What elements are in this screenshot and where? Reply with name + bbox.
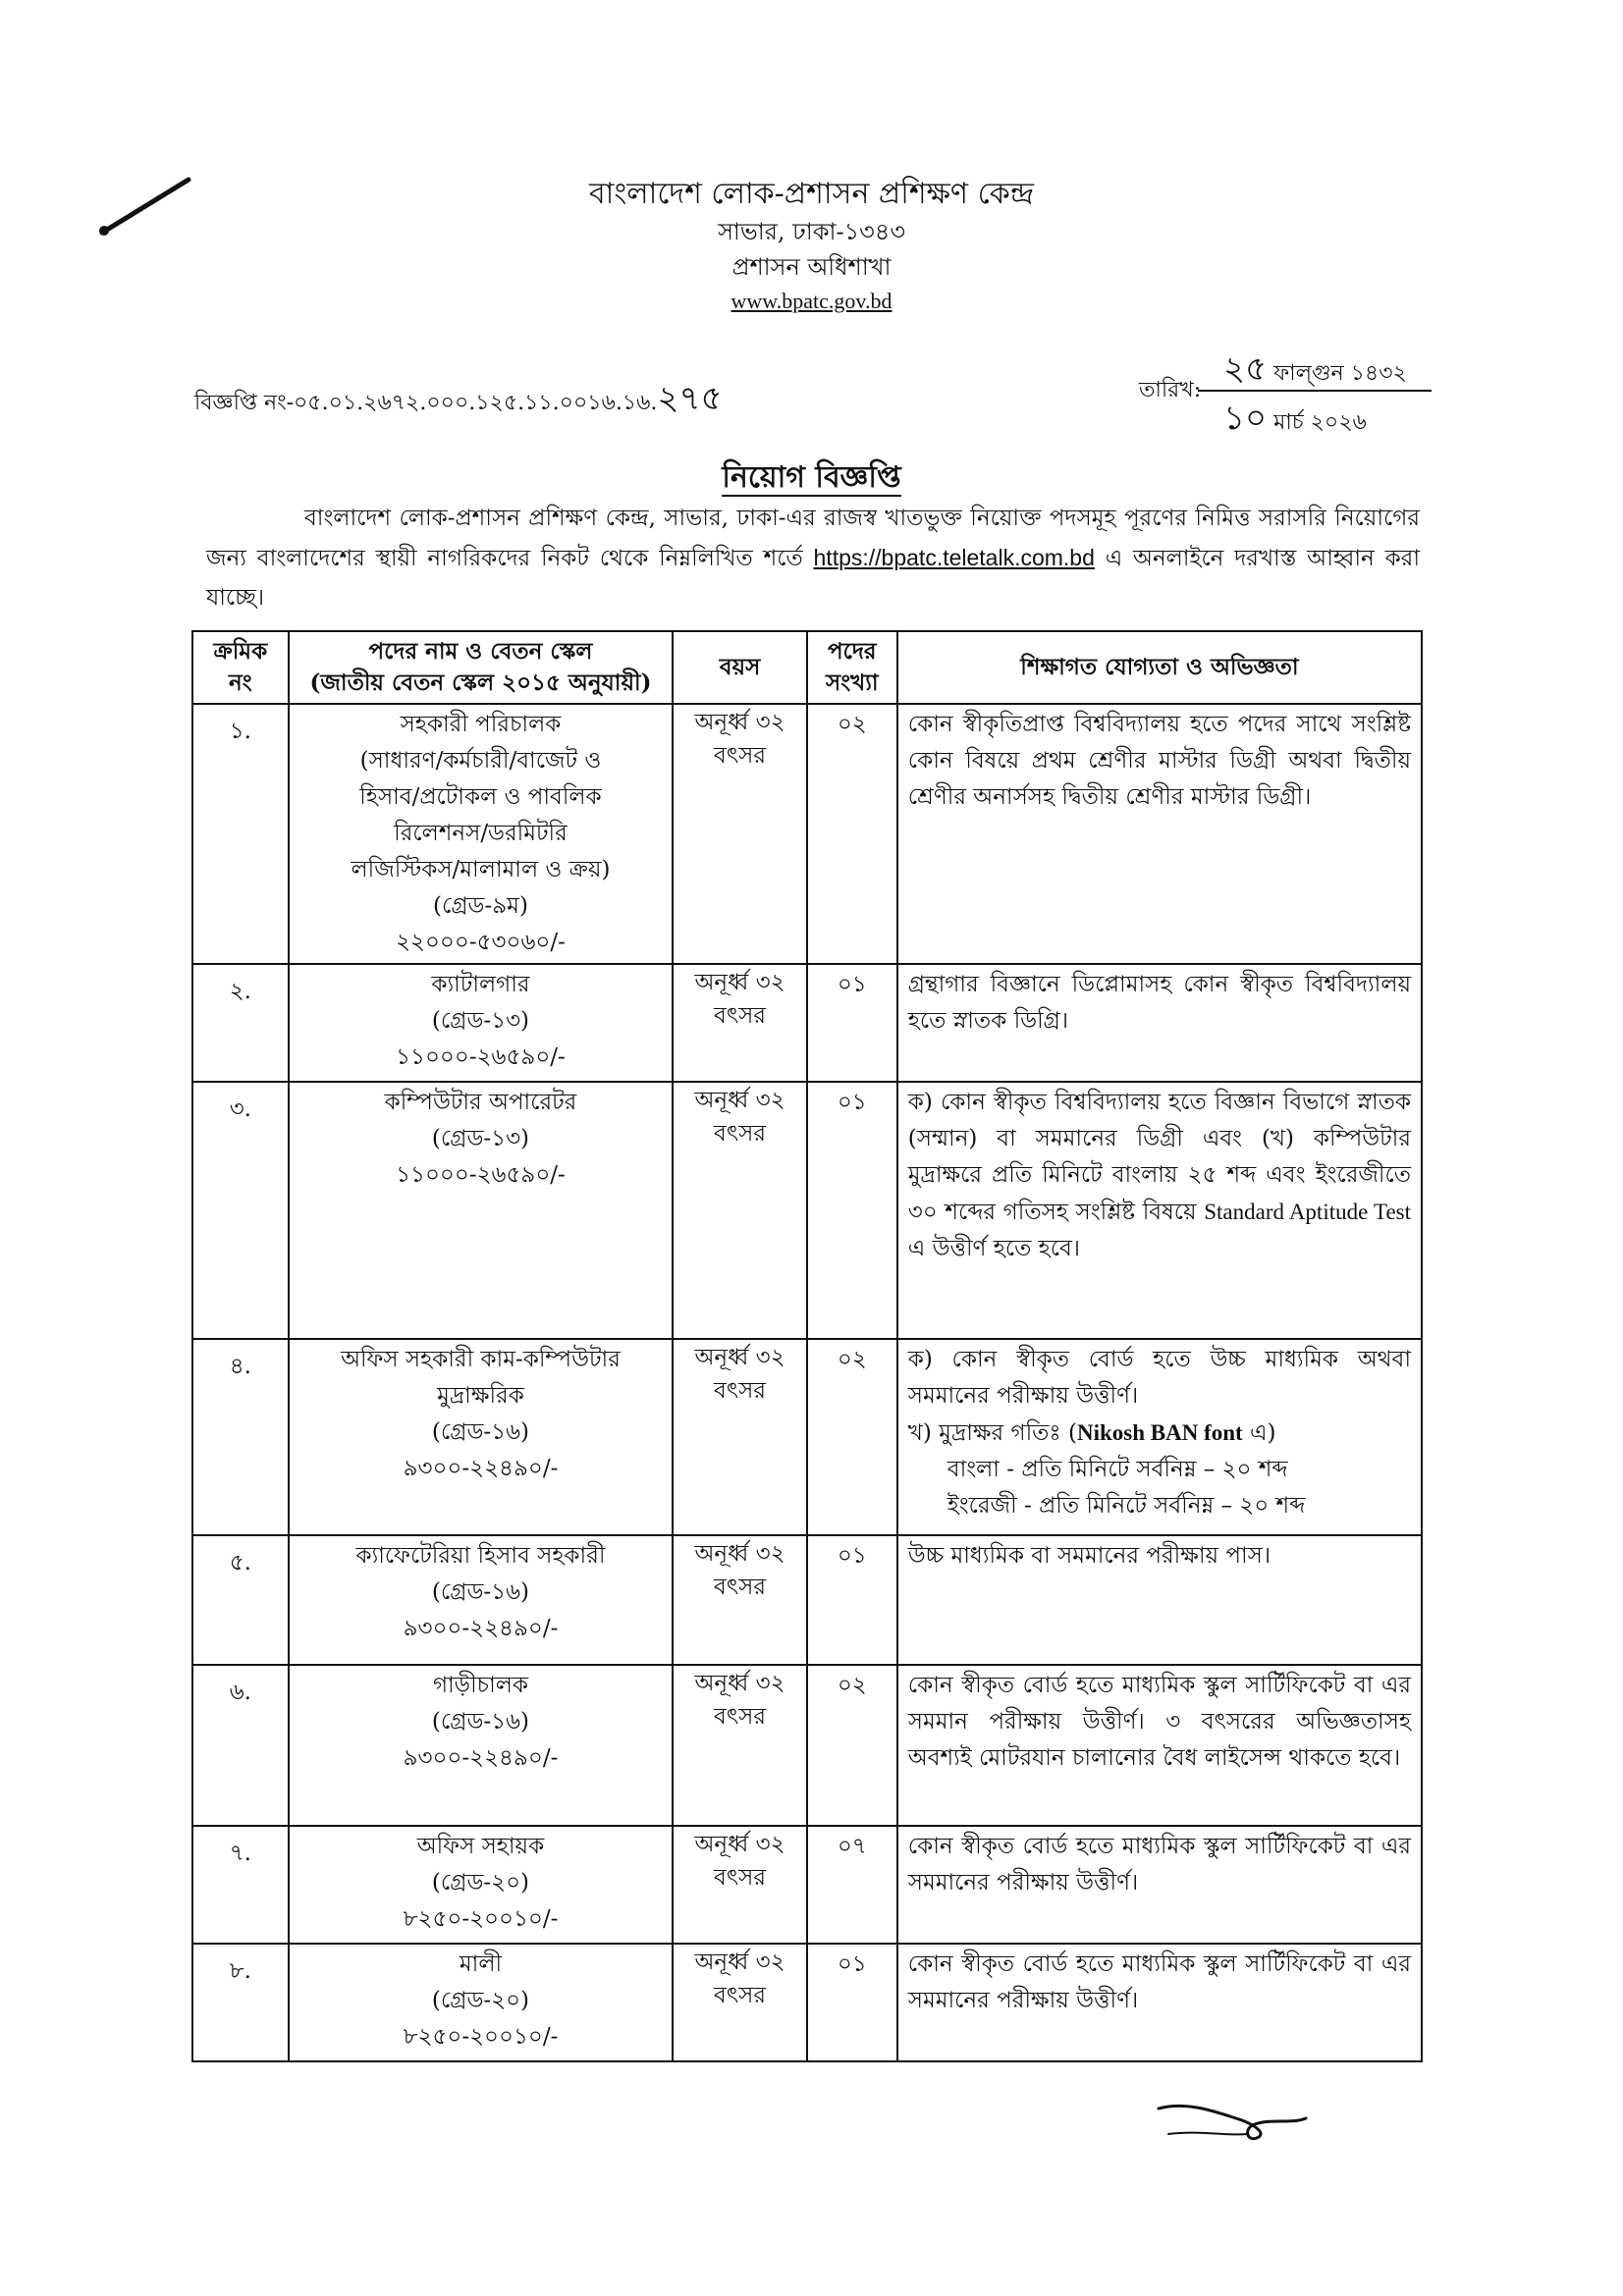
row-count: ০১ (807, 1944, 897, 2061)
table-row (192, 1535, 1422, 1665)
application-link[interactable]: https://bpatc.teletalk.com.bd (813, 545, 1095, 570)
bangla-month-year: ফাল্গুন ১৪৩২ (1273, 361, 1407, 386)
row-serial: ২. (192, 964, 289, 1082)
english-day: ১০ (1223, 399, 1268, 438)
row-count: ০১ (807, 1535, 897, 1665)
signature-mark (1149, 2091, 1316, 2150)
row-serial: ৭. (192, 1826, 289, 1944)
bangla-day: ২৫ (1223, 349, 1268, 389)
row-qualification: কোন স্বীকৃত বোর্ড হতে মাধ্যমিক স্কুল সার্টিফিকেট বা এর সমমানের পরীক্ষায় উত্তীর্ণ। (897, 1944, 1422, 2061)
intro-text-before: বাংলাদেশ লোক-প্রশাসন প্রশিক্ষণ কেন্দ্র, সাভার, ঢাকা-এর রাজস্ব খাতভুক্ত নিয়োক্ত পদসমূহ পূরণের নিমিত্ত সরাসরি নিয়োগের জন্য বাংলাদেশের স্থায়ী নাগরিকদের নিকট থেকে নিম্নলিখিত শর্তে (206, 506, 1420, 571)
row-age: অনূর্ধ্ব ৩২ বৎসর (673, 1826, 807, 1944)
row-age: অনূর্ধ্ব ৩২ বৎসর (673, 1082, 807, 1339)
row-qualification: উচ্চ মাধ্যমিক বা সমমানের পরীক্ষায় পাস। (897, 1535, 1422, 1665)
row-age: অনূর্ধ্ব ৩২ বৎসর (673, 1339, 807, 1535)
row-post: অফিস সহায়ক (গ্রেড-২০) ৮২৫০-২০০১০/- (289, 1826, 674, 1944)
row-count: ০১ (807, 1082, 897, 1339)
table-row (192, 1944, 1422, 2061)
table-row (192, 1826, 1422, 1944)
row-serial: ৮. (192, 1944, 289, 2061)
row-age: অনূর্ধ্ব ৩২ বৎসর (673, 1665, 807, 1826)
row-qualification: কোন স্বীকৃত বোর্ড হতে মাধ্যমিক স্কুল সার্টিফিকেট বা এর সমমান পরীক্ষায় উত্তীর্ণ। ৩ বৎসরের অভিজ্ঞতাসহ অবশ্যই মোটরযান চালানোর বৈধ লাইসেন্স থাকতে হবে। (897, 1665, 1422, 1826)
memo-handwritten-number: ২৭৫ (657, 379, 723, 418)
row-count: ০৭ (807, 1826, 897, 1944)
row-qualification: ক) কোন স্বীকৃত বোর্ড হতে উচ্চ মাধ্যমিক অথবা সমমানের পরীক্ষায় উত্তীর্ণ। খ) মুদ্রাক্ষর গতিঃ (Nikosh BAN font এ) বাংলা - প্রতি মিনিটে সর্বনিম্ন – ২০ শব্দ ইংরেজী - প্রতি মিনিটে সর্বনিম্ন – ২০ শব্দ (897, 1339, 1422, 1535)
header-post: পদের নাম ও বেতন স্কেল (জাতীয় বেতন স্কেল ২০১৫ অনুযায়ী) (289, 631, 674, 704)
memo-number (194, 373, 723, 429)
row-qualification: কোন স্বীকৃত বোর্ড হতে মাধ্যমিক স্কুল সার্টিফিকেট বা এর সমমানের পরীক্ষায় উত্তীর্ণ। (897, 1826, 1422, 1944)
date-divider (1198, 390, 1432, 392)
table-header-row (192, 631, 1422, 704)
row-qualification: ক) কোন স্বীকৃত বিশ্ববিদ্যালয় হতে বিজ্ঞান বিভাগে স্নাতক (সম্মান) বা সমমানের ডিগ্রী এবং (খ) কম্পিউটার মুদ্রাক্ষরে প্রতি মিনিটে বাংলায় ২৫ শব্দ এবং ইংরেজীতে ৩০ শব্দের গতিসহ সংশ্লিষ্ট বিষয়ে Standard Aptitude Test এ উত্তীর্ণ হতে হবে। (897, 1082, 1422, 1339)
vacancy-table (191, 630, 1423, 2062)
table-row (192, 1339, 1422, 1535)
organization-address: সাভার, ঢাকা-১৩৪৩ (718, 218, 905, 245)
table-row (192, 1665, 1422, 1826)
row-serial: ১. (192, 704, 289, 964)
header-serial: ক্রমিক নং (192, 631, 289, 704)
row-count: ০২ (807, 1665, 897, 1826)
row-serial: ৫. (192, 1535, 289, 1665)
row-age: অনূর্ধ্ব ৩২ বৎসর (673, 1535, 807, 1665)
row-post: সহকারী পরিচালক (সাধারণ/কর্মচারী/বাজেট ও হিসাব/প্রটোকল ও পাবলিক রিলেশনস/ডরমিটরি লজিস্টিকস/মালামাল ও ক্রয়) (গ্রেড-৯ম) ২২০০০-৫৩০৬০/- (289, 704, 674, 964)
row-qualification: গ্রন্থাগার বিজ্ঞানে ডিপ্লোমাসহ কোন স্বীকৃত বিশ্ববিদ্যালয় হতে স্নাতক ডিগ্রি। (897, 964, 1422, 1082)
header-qualification: শিক্ষাগত যোগ্যতা ও অভিজ্ঞতা (897, 631, 1422, 704)
row-serial: ৬. (192, 1665, 289, 1826)
row-age: অনূর্ধ্ব ৩২ বৎসর (673, 1944, 807, 2061)
date-label: তারিখ: (1139, 378, 1202, 402)
header-age: বয়স (673, 631, 807, 704)
organization-name: বাংলাদেশ লোক-প্রশাসন প্রশিক্ষণ কেন্দ্র (588, 177, 1035, 211)
row-count: ০২ (807, 704, 897, 964)
department-name: প্রশাসন অধিশাখা (731, 253, 892, 281)
row-post: ক্যাটালগার (গ্রেড-১৩) ১১০০০-২৬৫৯০/- (289, 964, 674, 1082)
english-date (1223, 393, 1367, 449)
header-count: পদের সংখ্যা (807, 631, 897, 704)
row-post: কম্পিউটার অপারেটর (গ্রেড-১৩) ১১০০০-২৬৫৯০/- (289, 1082, 674, 1339)
website-link[interactable]: www.bpatc.gov.bd (730, 289, 893, 313)
letterhead (0, 175, 1623, 318)
memo-prefix: বিজ্ঞপ্তি নং-০৫.০১.২৬৭২.০০০.১২৫.১১.০০১৬.১৬. (194, 391, 658, 415)
row-count: ০১ (807, 964, 897, 1082)
intro-text-after: এ অনলাইনে দরখাস্ত আহ্বান করা যাচ্ছে। (206, 546, 1420, 611)
row-post: গাড়ীচালক (গ্রেড-১৬) ৯৩০০-২২৪৯০/- (289, 1665, 674, 1826)
intro-paragraph (206, 499, 1420, 617)
row-count: ০২ (807, 1339, 897, 1535)
table-row (192, 964, 1422, 1082)
row-post: অফিস সহকারী কাম-কম্পিউটার মুদ্রাক্ষরিক (গ্রেড-১৬) ৯৩০০-২২৪৯০/- (289, 1339, 674, 1535)
row-serial: ৪. (192, 1339, 289, 1535)
table-row (192, 704, 1422, 964)
english-month-year: মার্চ ২০২৬ (1273, 410, 1367, 435)
row-post: ক্যাফেটেরিয়া হিসাব সহকারী (গ্রেড-১৬) ৯৩০০-২২৪৯০/- (289, 1535, 674, 1665)
row-age: অনূর্ধ্ব ৩২ বৎসর (673, 704, 807, 964)
row-qualification: কোন স্বীকৃতিপ্রাপ্ত বিশ্ববিদ্যালয় হতে পদের সাথে সংশ্লিষ্ট কোন বিষয়ে প্রথম শ্রেণীর মাস্টার ডিগ্রী অথবা দ্বিতীয় শ্রেণীর অনার্সসহ দ্বিতীয় শ্রেণীর মাস্টার ডিগ্রী। (897, 704, 1422, 964)
row-age: অনূর্ধ্ব ৩২ বৎসর (673, 964, 807, 1082)
date-block (1139, 344, 1434, 438)
table-row (192, 1082, 1422, 1339)
notice-title: নিয়োগ বিজ্ঞপ্তি (722, 460, 901, 495)
row-serial: ৩. (192, 1082, 289, 1339)
row-post: মালী (গ্রেড-২০) ৮২৫০-২০০১০/- (289, 1944, 674, 2061)
